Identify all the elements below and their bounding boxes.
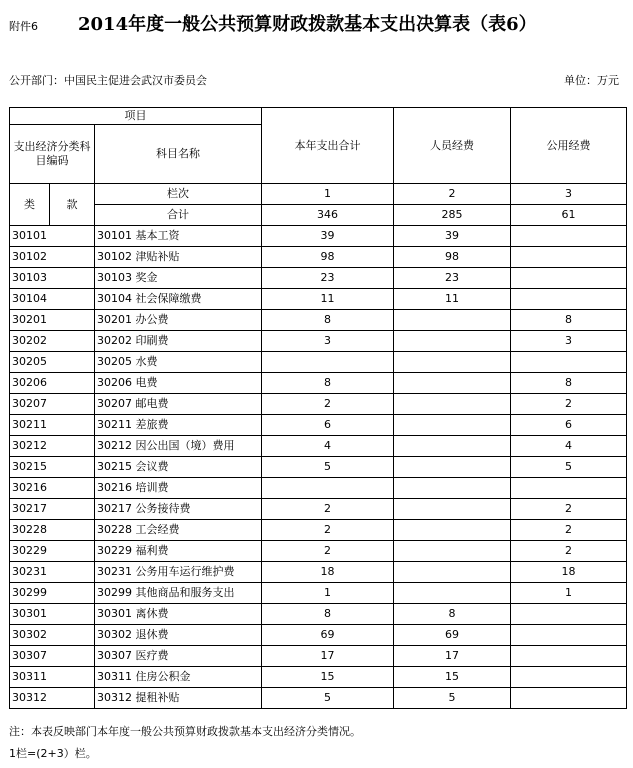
row-personnel [394,562,511,583]
row-public: 2 [511,520,627,541]
row-personnel [394,373,511,394]
row-code: 30202 [10,331,95,352]
row-personnel [394,520,511,541]
lanci-1: 1 [262,184,394,205]
row-public: 18 [511,562,627,583]
row-total: 1 [262,583,394,604]
row-subject-name: 30207 邮电费 [95,394,262,415]
row-total: 2 [262,394,394,415]
row-subject-name: 30302 退休费 [95,625,262,646]
header-public: 公用经费 [511,108,627,184]
row-code: 30311 [10,667,95,688]
row-code: 30299 [10,583,95,604]
row-personnel [394,352,511,373]
row-code: 30216 [10,478,95,499]
header-class-code: 支出经济分类科目编码 [10,125,95,184]
row-code: 30206 [10,373,95,394]
row-total: 8 [262,373,394,394]
row-code: 30207 [10,394,95,415]
row-public [511,247,627,268]
table-row [10,268,627,289]
row-subject-name: 30228 工会经费 [95,520,262,541]
row-total: 8 [262,310,394,331]
row-code: 30205 [10,352,95,373]
row-personnel [394,415,511,436]
row-personnel: 23 [394,268,511,289]
table-row [10,583,627,604]
unit-label: 单位：万元 [564,74,619,87]
row-personnel: 5 [394,688,511,709]
row-total: 6 [262,415,394,436]
row-personnel [394,457,511,478]
row-public [511,667,627,688]
table-row [10,415,627,436]
table-row [10,688,627,709]
table-row [10,667,627,688]
heji-total: 346 [262,205,394,226]
row-public: 8 [511,373,627,394]
row-code: 30217 [10,499,95,520]
row-total: 2 [262,520,394,541]
row-personnel: 17 [394,646,511,667]
row-public: 2 [511,394,627,415]
row-personnel [394,541,511,562]
row-total [262,478,394,499]
lanci-2: 2 [394,184,511,205]
row-personnel: 8 [394,604,511,625]
table-row [10,604,627,625]
row-total: 15 [262,667,394,688]
row-personnel [394,394,511,415]
row-code: 30102 [10,247,95,268]
row-public [511,478,627,499]
row-subject-name: 30215 会议费 [95,457,262,478]
row-personnel [394,436,511,457]
row-subject-name: 30102 津贴补贴 [95,247,262,268]
row-personnel: 98 [394,247,511,268]
row-subject-name: 30212 因公出国（境）费用 [95,436,262,457]
row-code: 30212 [10,436,95,457]
heji-label: 合计 [95,205,262,226]
header-total: 本年支出合计 [262,108,394,184]
note-line-1: 注：本表反映部门本年度一般公共预算财政拨款基本支出经济分类情况。 [9,725,361,738]
table-row [10,373,627,394]
row-code: 30215 [10,457,95,478]
row-public: 4 [511,436,627,457]
row-subject-name: 30312 提租补贴 [95,688,262,709]
row-code: 30302 [10,625,95,646]
row-subject-name: 30205 水费 [95,352,262,373]
table-row [10,352,627,373]
row-total: 23 [262,268,394,289]
row-total: 5 [262,688,394,709]
row-public [511,625,627,646]
row-total: 11 [262,289,394,310]
row-public [511,289,627,310]
row-total: 39 [262,226,394,247]
header-personnel: 人员经费 [394,108,511,184]
row-total: 2 [262,499,394,520]
table-row [10,562,627,583]
row-subject-name: 30103 奖金 [95,268,262,289]
row-personnel [394,331,511,352]
row-code: 30101 [10,226,95,247]
row-total: 5 [262,457,394,478]
row-personnel [394,310,511,331]
row-public: 5 [511,457,627,478]
row-public [511,226,627,247]
row-total: 4 [262,436,394,457]
table-row [10,394,627,415]
row-personnel: 69 [394,625,511,646]
row-subject-name: 30229 福利费 [95,541,262,562]
row-public: 2 [511,541,627,562]
row-subject-name: 30206 电费 [95,373,262,394]
table-row [10,226,627,247]
row-subject-name: 30104 社会保障缴费 [95,289,262,310]
row-total: 2 [262,541,394,562]
row-public [511,604,627,625]
row-public: 3 [511,331,627,352]
table-row [10,310,627,331]
row-public [511,688,627,709]
row-personnel [394,478,511,499]
table-row [10,499,627,520]
row-code: 30228 [10,520,95,541]
row-total: 17 [262,646,394,667]
expenditure-table [9,107,627,709]
note-line-2: 1栏=(2+3）栏。 [9,747,97,760]
row-subject-name: 30217 公务接待费 [95,499,262,520]
row-subject-name: 30201 办公费 [95,310,262,331]
heji-public: 61 [511,205,627,226]
row-code: 30211 [10,415,95,436]
row-subject-name: 30299 其他商品和服务支出 [95,583,262,604]
row-subject-name: 30202 印刷费 [95,331,262,352]
row-public: 6 [511,415,627,436]
row-code: 30231 [10,562,95,583]
table-row [10,478,627,499]
row-subject-name: 30101 基本工资 [95,226,262,247]
row-code: 30301 [10,604,95,625]
department-label: 公开部门：中国民主促进会武汉市委员会 [9,74,207,87]
row-public [511,268,627,289]
table-row [10,541,627,562]
row-subject-name: 30311 住房公积金 [95,667,262,688]
row-personnel [394,499,511,520]
row-personnel [394,583,511,604]
table-row [10,625,627,646]
row-code: 30104 [10,289,95,310]
row-total: 8 [262,604,394,625]
row-subject-name: 30301 离休费 [95,604,262,625]
row-personnel: 39 [394,226,511,247]
table-row [10,457,627,478]
row-code: 30307 [10,646,95,667]
table-row [10,520,627,541]
table-row [10,646,627,667]
row-public [511,646,627,667]
row-total: 3 [262,331,394,352]
row-public: 2 [511,499,627,520]
row-total: 98 [262,247,394,268]
header-item: 项目 [10,108,262,125]
row-code: 30201 [10,310,95,331]
row-code: 30103 [10,268,95,289]
row-personnel: 11 [394,289,511,310]
row-subject-name: 30231 公务用车运行维护费 [95,562,262,583]
row-code: 30229 [10,541,95,562]
row-personnel: 15 [394,667,511,688]
table-row [10,289,627,310]
header-lei: 类 [10,184,50,226]
header-lanci: 栏次 [95,184,262,205]
table-row [10,436,627,457]
row-total: 69 [262,625,394,646]
row-public: 8 [511,310,627,331]
lanci-3: 3 [511,184,627,205]
header-kuan: 款 [50,184,95,226]
row-public: 1 [511,583,627,604]
heji-personnel: 285 [394,205,511,226]
row-subject-name: 30216 培训费 [95,478,262,499]
row-subject-name: 30307 医疗费 [95,646,262,667]
row-public [511,352,627,373]
annex-label: 附件6 [9,20,38,33]
row-code: 30312 [10,688,95,709]
row-total [262,352,394,373]
page-title: 2014年度一般公共预算财政拨款基本支出决算表（表6） [78,14,537,35]
row-subject-name: 30211 差旅费 [95,415,262,436]
header-subject-name: 科目名称 [95,125,262,184]
table-row [10,247,627,268]
table-row [10,331,627,352]
row-total: 18 [262,562,394,583]
